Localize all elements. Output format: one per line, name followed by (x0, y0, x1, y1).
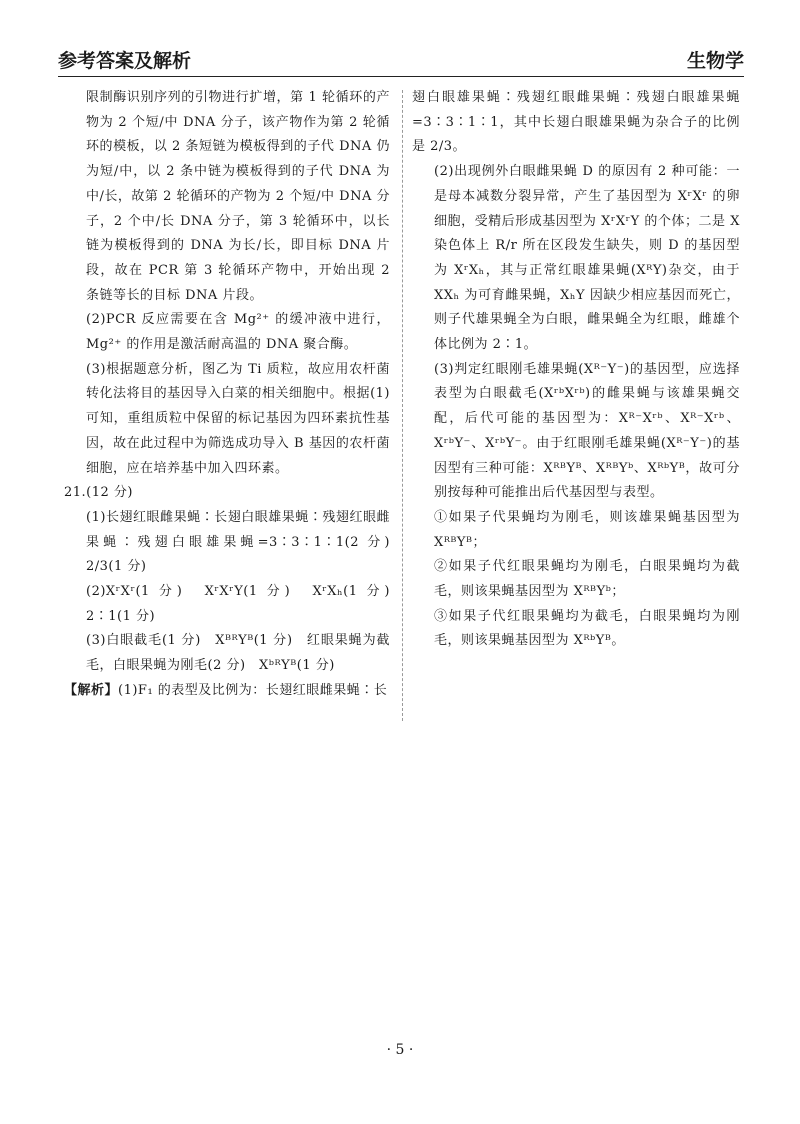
header-title: 参考答案及解析 (58, 50, 192, 72)
page-header (58, 44, 744, 77)
analysis-tag: 【解析】 (64, 682, 119, 698)
paragraph-text: (1)F₁ 的表型及比例为：长翅红眼雌果蝇∶长 (118, 682, 388, 698)
right-column (412, 86, 740, 654)
paragraph: ②如果子代红眼果蝇均为刚毛，白眼果蝇均为截毛，则该果蝇基因型为 XᴿᴮYᵇ； (434, 559, 740, 600)
paragraph: ①如果子代果蝇均为刚毛，则该雄果蝇基因型为 XᴿᴮYᴮ； (434, 509, 740, 550)
paragraph: 限制酶识别序列的引物进行扩增，第 1 轮循环的产物为 2 个短/中 DNA 分子，该产物作为第 2 轮循环的模板，以 2 条短链为模板得到的子代 DNA 仍为短/中，以 2 条中链为模板得到的子代 DNA 为中/长，故第 2 轮循环的产物为 2 个短/中 DNA 分子，2 个中/长 DNA 分子，第 3 轮循环中，以长链为模板得到的 DNA 为长/长，即目标 DNA 片段，故在 PCR 第 3 轮循环产物中，开始出现 2 条链等长的目标 DNA 片段。 (86, 90, 390, 303)
paragraph: (3)判定红眼刚毛雄果蝇(Xᴿ⁻Y⁻)的基因型，应选择表型为白眼截毛(XʳᵇXʳᵇ)的雌果蝇与该雄果蝇交配，后代可能的基因型为：Xᴿ⁻Xʳᵇ、Xᴿ⁻Xʳᵇ、XʳᵇY⁻、XʳᵇY⁻。由于红眼刚毛雄果蝇(Xᴿ⁻Y⁻)的基因型有三种可能：XᴿᴮYᴮ、XᴿᴮYᵇ、XᴿᵇYᴮ，故可分别按每种可能推出后代基因型与表型。 (434, 361, 740, 501)
column-divider (402, 90, 403, 721)
paragraph: (3)白眼截毛(1 分) XᴮᴿYᴮ(1 分) 红眼果蝇为截毛，白眼果蝇为刚毛(2 分) XᵇᴿYᴮ(1 分) (86, 633, 390, 674)
paragraph: (3)根据题意分析，图乙为 Ti 质粒，故应用农杆菌转化法将目的基因导入白菜的相关细胞中。根据(1)可知，重组质粒中保留的标记基因为四环素抗性基因，故在此过程中为筛选成功导入 B 基因的农杆菌细胞，应在培养基中加入四环素。 (86, 361, 390, 476)
header-subject: 生物学 (686, 50, 744, 72)
paragraph: (2)XʳXʳ(1 分) XʳXʳY(1 分) XʳXₕ(1 分) 2∶1(1 分) (86, 584, 404, 624)
paragraph: (2)PCR 反应需要在含 Mg²⁺ 的缓冲液中进行，Mg²⁺ 的作用是激活耐高温的 DNA 聚合酶。 (86, 312, 390, 353)
paragraph: 翅白眼雄果蝇∶残翅红眼雌果蝇∶残翅白眼雄果蝇=3∶3∶1∶1，其中长翅白眼雄果蝇为杂合子的比例是 2/3。 (412, 90, 740, 155)
paragraph (64, 679, 390, 704)
left-column (64, 86, 404, 704)
page-number: · 5 · (386, 1042, 414, 1058)
paragraph: (1)长翅红眼雌果蝇∶长翅白眼雄果蝇∶残翅红眼雌果蝇∶残翅白眼雄果蝇=3∶3∶1∶1(2 分) 2/3(1 分) (86, 509, 404, 575)
paragraph: 21.(12 分) (64, 485, 133, 501)
paragraph: ③如果子代红眼果蝇均为截毛，白眼果蝇均为刚毛，则该果蝇基因型为 XᴿᵇYᴮ。 (434, 608, 740, 649)
paragraph: (2)出现例外白眼雌果蝇 D 的原因有 2 种可能：一是母本减数分裂异常，产生了基因型为 XʳXʳ 的卵细胞，受精后形成基因型为 XʳXʳY 的个体；二是 X 染色体上 R/r 所在区段发生缺失，则 D 的基因型为 XʳXₕ，其与正常红眼雄果蝇(XᴿY)杂交，由于 XXₕ 为可育雌果蝇，XₕY 因缺少相应基因而死亡，则子代雄果蝇全为白眼，雌果蝇全为红眼，雌雄个体比例为 2∶1。 (434, 164, 740, 353)
